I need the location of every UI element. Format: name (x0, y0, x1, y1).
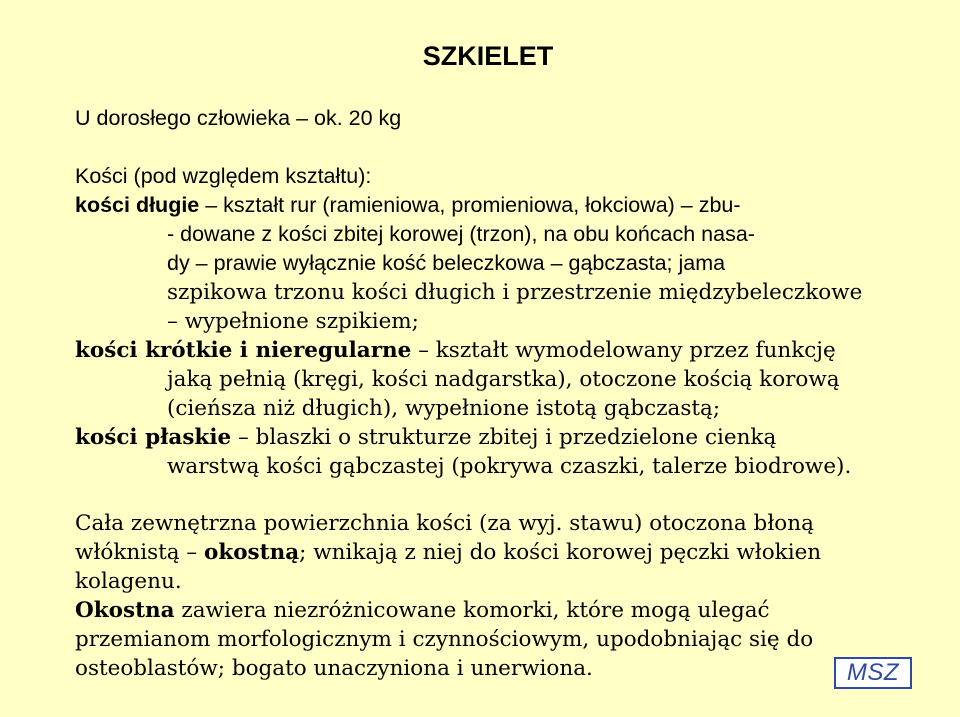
long-bones-line-4: szpikowa trzonu kości długich i przestrzenie międzybeleczkowe (167, 280, 863, 305)
periosteum-term-2: Okostna (75, 598, 175, 623)
periosteum-line-6: osteoblastów; bogato unaczyniona i unerwiona. (75, 656, 593, 681)
periosteum-line-2 (75, 538, 821, 567)
long-bones-term: kości długie (75, 193, 200, 217)
shape-heading: Kości (pod względem kształtu): (75, 164, 372, 188)
long-bones-line-1 (75, 191, 741, 220)
long-bones-line-3: dy – prawie wyłącznie kość beleczkowa – gąbczasta; jama (167, 251, 726, 275)
msz-badge: MSZ (834, 657, 912, 689)
short-bones-line-1 (75, 336, 836, 365)
flat-bones-line-1 (75, 423, 776, 452)
short-bones-text-1: – kształt wymodelowany przez funkcję (411, 338, 836, 363)
periosteum-text-4: zawiera niezróżnicowane komorki, które mogą ulegać (174, 598, 770, 623)
periosteum-text-2b: ; wnikają z niej do kości korowej pęczki włokien (299, 540, 822, 565)
short-bones-line-3: (cieńsza niż długich), wypełnione istotą gąbczastą; (167, 396, 721, 421)
periosteum-line-5: przemianom morfologicznym i czynnościowym, upodobniając się do (75, 627, 814, 652)
weight-line: U dorosłego człowieka – ok. 20 kg (75, 106, 402, 130)
periosteum-term: okostną (203, 540, 300, 565)
long-bones-line-2: - dowane z kości zbitej korowej (trzon), na obu końcach nasa- (167, 222, 755, 246)
flat-bones-line-2: warstwą kości gąbczastej (pokrywa czaszki, talerze biodrowe). (167, 454, 852, 479)
periosteum-text-2a: włóknistą – (75, 540, 204, 565)
long-bones-text-1: – kształt rur (ramieniowa, promieniowa, łokciowa) – zbu- (199, 193, 741, 217)
flat-bones-text-1: – blaszki o strukturze zbitej i przedzielone cienką (231, 425, 777, 450)
short-bones-term: kości krótkie i nieregularne (75, 338, 412, 363)
periosteum-line-1: Cała zewnętrzna powierzchnia kości (za wyj. stawu) otoczona błoną (75, 511, 814, 536)
short-bones-line-2: jaką pełnią (kręgi, kości nadgarstka), otoczone kością korową (167, 367, 840, 392)
periosteum-line-4 (75, 596, 770, 625)
periosteum-line-3: kolagenu. (75, 569, 182, 594)
page-title: SZKIELET (422, 41, 554, 71)
long-bones-line-5: – wypełnione szpikiem; (167, 309, 419, 334)
flat-bones-term: kości płaskie (75, 425, 232, 450)
